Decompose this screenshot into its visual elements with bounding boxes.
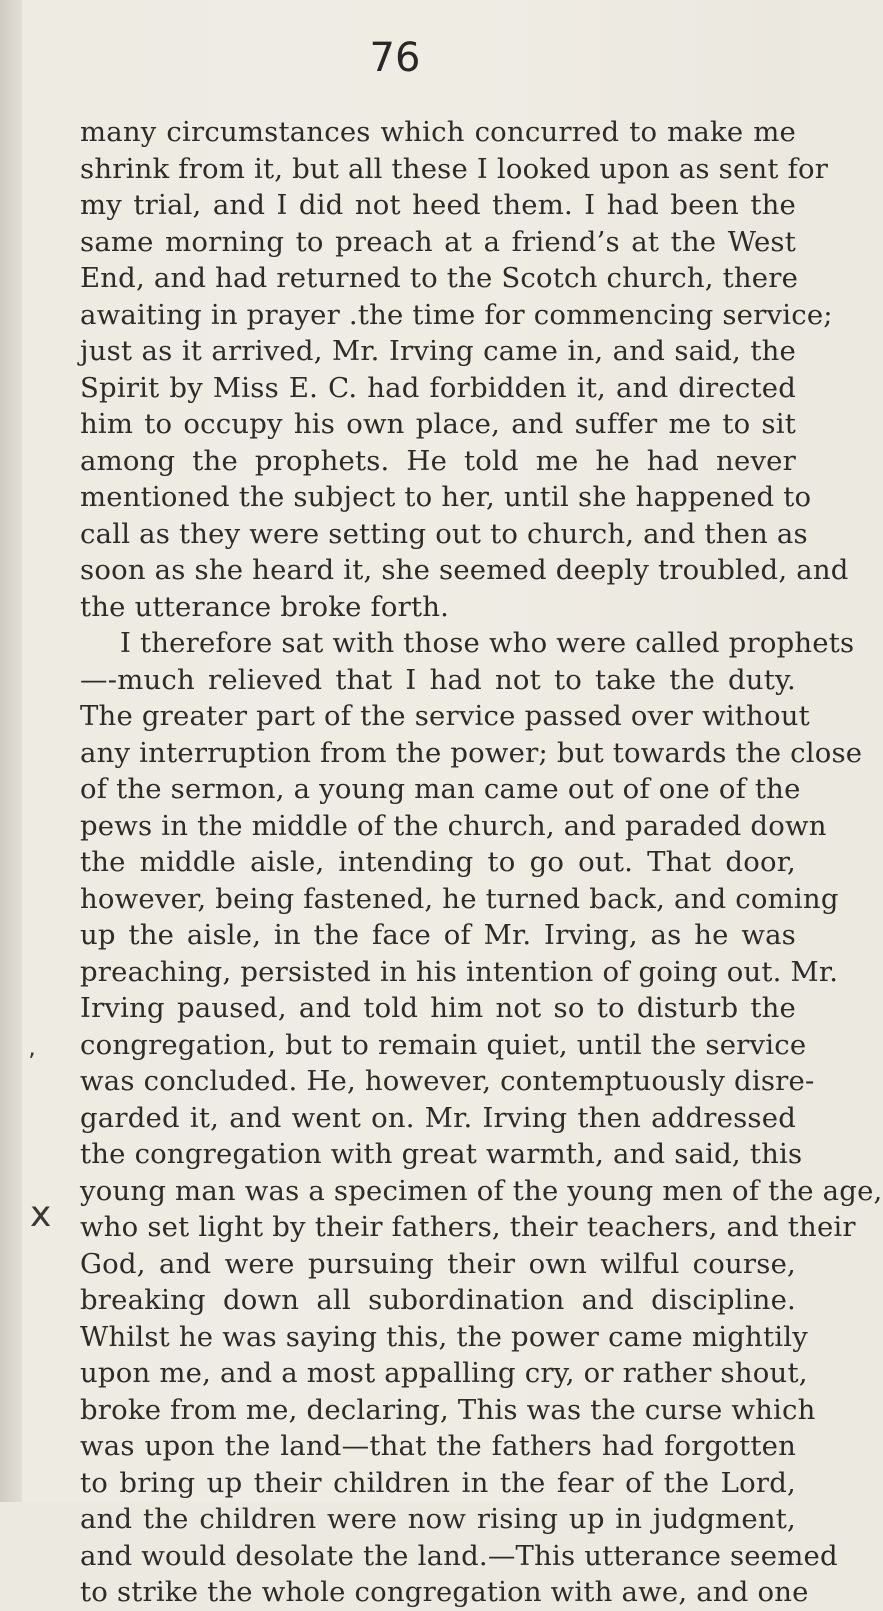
text-line: awaiting in prayer .the time for commencing service; — [80, 298, 833, 331]
text-line: preaching, persisted in his intention of going out. Mr. — [80, 955, 839, 988]
text-line: call as they were setting out to church, and then as — [80, 517, 808, 550]
text-line: to strike the whole congregation with awe, and one — [80, 1576, 809, 1608]
paragraph-start-line: I therefore sat with those who were called prophets — [120, 627, 855, 659]
text-line: Spirit by Miss E. C. had forbidden it, and directed — [80, 371, 796, 404]
text-line: congregation, but to remain quiet, until the service — [80, 1028, 807, 1061]
text-line: broke from me, declaring, This was the curse which — [80, 1393, 816, 1426]
text-line: same morning to preach at a friend’s at the West — [80, 225, 796, 258]
text-line: breaking down all subordination and discipline. — [80, 1284, 796, 1316]
text-line: pews in the middle of the church, and paraded down — [80, 809, 827, 842]
body-text — [80, 114, 883, 1611]
text-line: and would desolate the land.—This utterance seemed — [80, 1539, 838, 1572]
text-line: garded it, and went on. Mr. Irving then addressed — [80, 1101, 796, 1134]
text-line: my trial, and I did not heed them. I had been the — [80, 189, 796, 221]
text-line: was upon the land—that the fathers had forgotten — [80, 1430, 796, 1462]
text-line: young man was a specimen of the young men of the age, — [80, 1174, 883, 1207]
text-line: him to occupy his own place, and suffer me to sit — [80, 408, 796, 440]
margin-mark: ’ — [28, 1048, 36, 1076]
text-line: to bring up their children in the fear of the Lord, — [80, 1466, 796, 1499]
text-line: shrink from it, but all these I looked upon as sent for — [80, 152, 829, 185]
text-line: who set light by their fathers, their teachers, and their — [80, 1211, 856, 1243]
text-line: just as it arrived, Mr. Irving came in, and said, the — [80, 335, 796, 367]
text-line: soon as she heard it, she seemed deeply troubled, and — [80, 554, 849, 586]
text-line: and the children were now rising up in judgment, — [80, 1503, 796, 1535]
text-line: Irving paused, and told him not so to disturb the — [80, 992, 796, 1024]
text-line: however, being fastened, he turned back, and coming — [80, 882, 839, 915]
text-line: mentioned the subject to her, until she happened to — [80, 481, 812, 513]
text-line: of the sermon, a young man came out of one of the — [80, 773, 801, 805]
gutter-shadow — [0, 0, 22, 1502]
text-line: the middle aisle, intending to go out. That door, — [80, 846, 796, 878]
text-line: God, and were pursuing their own wilful course, — [80, 1247, 796, 1280]
paragraph-end-line: the utterance broke forth. — [80, 590, 450, 623]
text-line: End, and had returned to the Scotch church, there — [80, 262, 799, 294]
margin-mark: x — [30, 1194, 52, 1235]
text-line: upon me, and a most appalling cry, or rather shout, — [80, 1357, 808, 1389]
text-line: Whilst he was saying this, the power came mightily — [80, 1320, 808, 1353]
text-line: up the aisle, in the face of Mr. Irving, as he was — [80, 919, 796, 951]
text-line: any interruption from the power; but towards the close — [80, 736, 863, 769]
text-line: —-much relieved that I had not to take the duty. — [80, 663, 796, 696]
text-line: many circumstances which concurred to make me — [80, 116, 796, 148]
text-line: The greater part of the service passed over without — [80, 700, 810, 732]
text-line: was concluded. He, however, contemptuously disre- — [80, 1065, 815, 1097]
text-line: among the prophets. He told me he had never — [80, 444, 796, 477]
text-line: the congregation with great warmth, and said, this — [80, 1138, 803, 1170]
page-number: 76 — [369, 35, 421, 81]
